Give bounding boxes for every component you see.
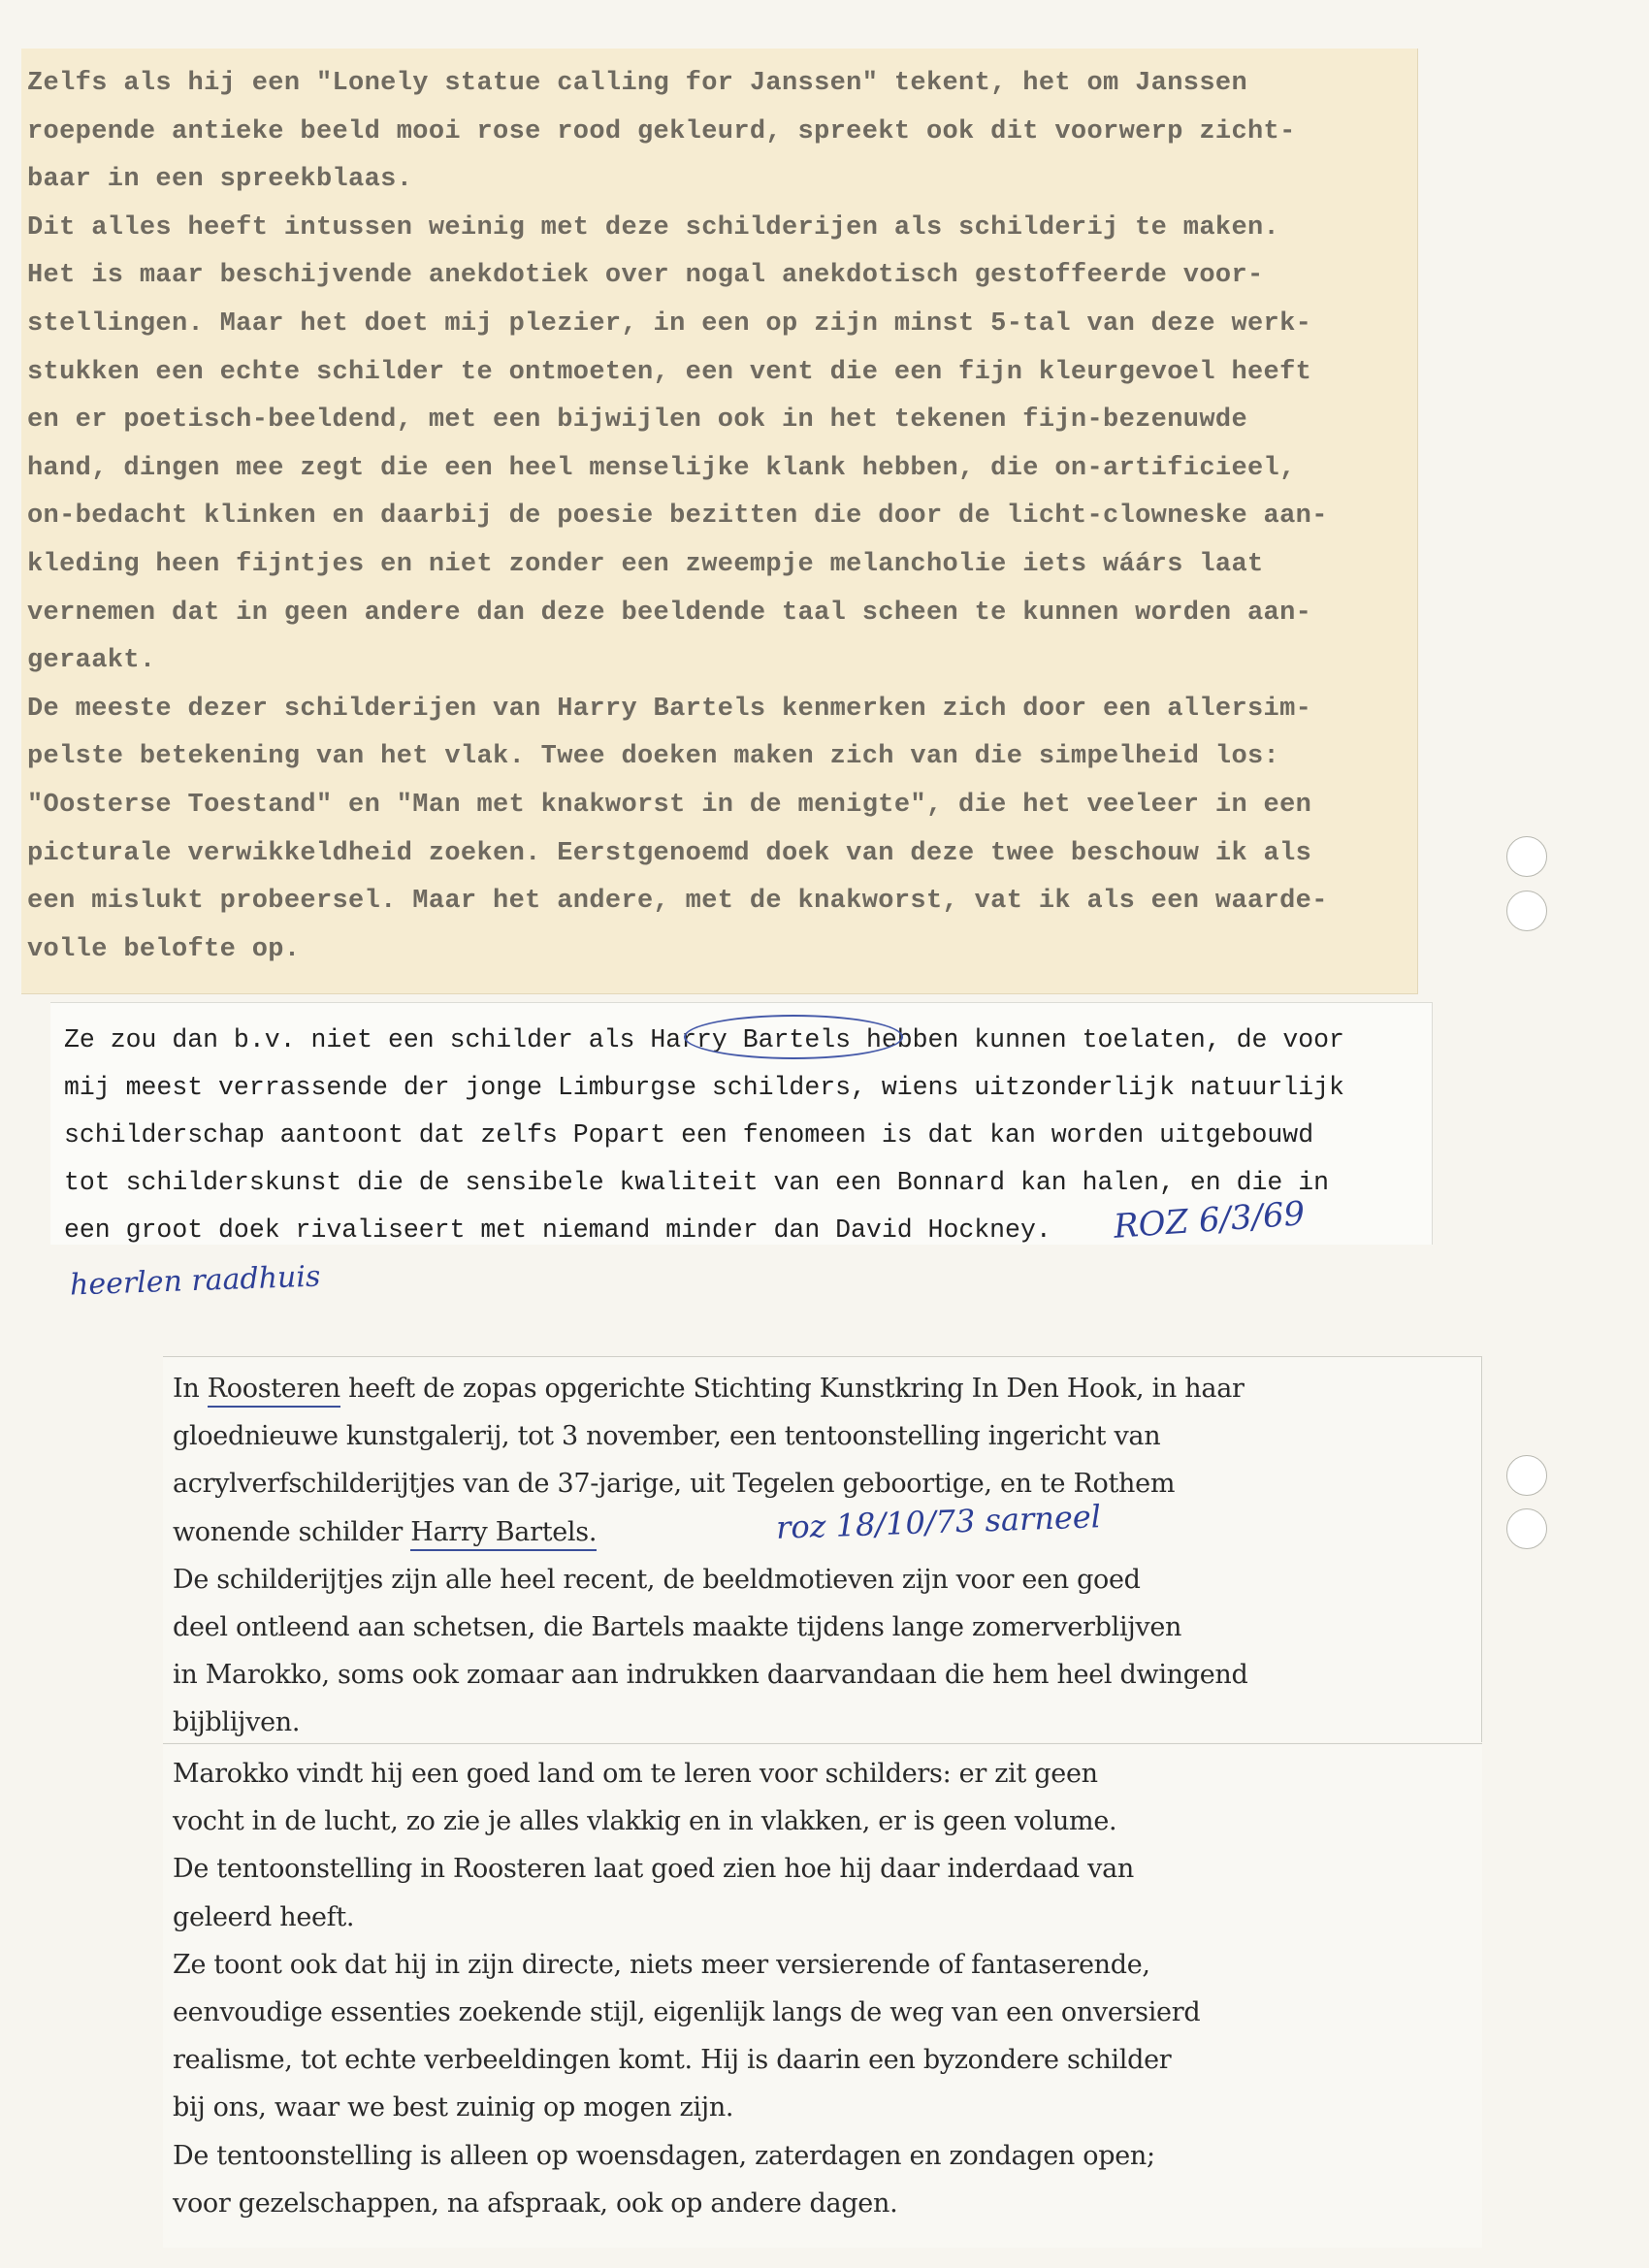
clipping-3-line: deel ontleend aan schetsen, die Bartels maakte tijdens lange zomerverblijven: [173, 1612, 1182, 1643]
clipping-1-line: on-bedacht klinken en daarbij de poesie bezitten die door de licht-clowneske aan-: [27, 502, 1328, 532]
binder-hole: [1506, 1455, 1547, 1496]
clipping-4-line: eenvoudige essenties zoekende stijl, eigenlijk langs de weg van een onversierd: [173, 1997, 1201, 2028]
clipping-4-text: [173, 1750, 1482, 2227]
clipping-4-line: Ze toont ook dat hij in zijn directe, niets meer versierende of fantaserende,: [173, 1949, 1150, 1980]
clipping-3-line: bijblijven.: [173, 1707, 301, 1738]
handwritten-source-note: roz 18/10/73 sarneel: [775, 1498, 1102, 1546]
clipping-3-line: gloednieuwe kunstgalerij, tot 3 november, een tentoonstelling ingericht van: [173, 1421, 1161, 1452]
clipping-1-line: volle belofte op.: [27, 934, 301, 964]
clipping-3-text-a: [173, 1412, 1481, 1507]
clipping-1-text: [27, 60, 1417, 974]
clipping-1-line: pelste betekening van het vlak. Twee doeken maken zich van die simpelheid los:: [27, 742, 1280, 772]
clipping-2-line: mij meest verrassende der jonge Limburgse schilders, wiens uitzonderlijk natuurlijk: [64, 1073, 1344, 1102]
clipping-2-line-end: hebben kunnen toelaten, de voor: [851, 1025, 1344, 1054]
clipping-2-line-start: Ze zou dan b.v. niet een schilder als: [64, 1025, 651, 1054]
clipping-4-line: Marokko vindt hij een goed land om te leren voor schilders: er zit geen: [173, 1759, 1098, 1789]
clipping-1-line: "Oosterse Toestand" en "Man met knakworst in de menigte", die het veeleer in een: [27, 790, 1312, 820]
handwritten-source-note: ROZ 6/3/69: [1112, 1194, 1307, 1247]
clipping-3-line: [173, 1365, 1481, 1412]
clipping-1-line: geraakt.: [27, 646, 156, 676]
clipping-1-line: Het is maar beschijvende anekdotiek over nogal anekdotisch gestoffeerde voor-: [27, 261, 1264, 291]
clipping-1-line: en er poetisch-beeldend, met een bijwijlen ook in het tekenen fijn-bezenuwde: [27, 405, 1247, 436]
clipping-1-line: hand, dingen mee zegt die een heel menselijke klank hebben, die on-artificieel,: [27, 453, 1296, 483]
clipping-4-line: geleerd heeft.: [173, 1901, 355, 1932]
clipping-2-line: schilderschap aantoont dat zelfs Popart een fenomeen is dat kan worden uitgebouwd: [64, 1120, 1314, 1150]
underlined-place: Roosteren: [208, 1374, 340, 1408]
clipping-4-line: bij ons, waar we best zuinig op mogen zijn.: [173, 2092, 734, 2123]
clipping-4-line: voor gezelschappen, na afspraak, ook op andere dagen.: [173, 2187, 898, 2219]
clipping-2-line: tot schilderskunst die de sensibele kwaliteit van een Bonnard kan halen, en die in: [64, 1168, 1330, 1197]
clipping-1-line: kleding heen fijntjes en niet zonder een zweempje melancholie iets wáárs laat: [27, 549, 1264, 579]
clipping-1-line: stukken een echte schilder te ontmoeten, een vent die een fijn kleurgevoel heeft: [27, 357, 1312, 387]
clipping-3-text-b: [173, 1556, 1481, 1747]
handwritten-location-note: heerlen raadhuis: [69, 1259, 321, 1303]
clipping-1-line: een mislukt probeersel. Maar het andere, met de knakworst, vat ik als een waarde-: [27, 887, 1328, 917]
artist-name: Harry Bartels: [650, 1025, 852, 1054]
binder-hole: [1506, 891, 1547, 931]
clipping-1-line: Zelfs als hij een "Lonely statue calling for Janssen" tekent, het om Janssen: [27, 69, 1247, 98]
clipping-4-line: vocht in de lucht, zo zie je alles vlakkig en in vlakken, er is geen volume.: [173, 1806, 1117, 1837]
clipping-1-line: stellingen. Maar het doet mij plezier, in een op zijn minst 5-tal van deze werk-: [27, 308, 1312, 339]
clipping-3-line: acrylverfschilderijtjes van de 37-jarige, uit Tegelen geboortige, en te Rothem: [173, 1469, 1176, 1500]
clipping-1-line: Dit alles heeft intussen weinig met deze schilderijen als schilderij te maken.: [27, 212, 1280, 243]
clipping-4-line: De tentoonstelling is alleen op woensdagen, zaterdagen en zondagen open;: [173, 2140, 1155, 2171]
clipping-1-line: baar in een spreekblaas.: [27, 165, 413, 195]
newspaper-clipping-3: [163, 1356, 1482, 1742]
binder-hole: [1506, 836, 1547, 877]
handwritten-circle-mark: [684, 1015, 903, 1059]
clipping-4-line: De tentoonstelling in Roosteren laat goed zien hoe hij daar inderdaad van: [173, 1854, 1134, 1885]
underlined-artist-name: Harry Bartels.: [410, 1517, 597, 1551]
clipping-3-line-end: heeft de zopas opgerichte Stichting Kunstkring In Den Hook, in haar: [340, 1374, 1245, 1404]
clipping-1-line: roepende antieke beeld mooi rose rood gekleurd, spreekt ook dit voorwerp zicht-: [27, 116, 1296, 146]
newspaper-clipping-4: [163, 1743, 1482, 2248]
clipping-3-line: in Marokko, soms ook zomaar aan indrukken daarvandaan die hem heel dwingend: [173, 1660, 1248, 1691]
clipping-3-line-start: wonende schilder: [173, 1516, 411, 1547]
binder-hole: [1506, 1508, 1547, 1549]
clipping-2-line: een groot doek rivaliseert met niemand minder dan David Hockney.: [64, 1215, 1051, 1245]
clipping-1-line: De meeste dezer schilderijen van Harry Bartels kenmerken zich door een allersim-: [27, 694, 1312, 724]
clipping-4-line: realisme, tot echte verbeeldingen komt. Hij is daarin een byzondere schilder: [173, 2045, 1172, 2076]
clipping-3-line-start: In: [173, 1374, 208, 1404]
clipping-1-line: picturale verwikkeldheid zoeken. Eerstgenoemd doek van deze twee beschouw ik als: [27, 838, 1312, 868]
clipping-1-line: vernemen dat in geen andere dan deze beeldende taal scheen te kunnen worden aan-: [27, 598, 1312, 628]
clipping-3-line: De schilderijtjes zijn alle heel recent, de beeldmotieven zijn voor een goed: [173, 1564, 1141, 1595]
newspaper-clipping-1: [21, 49, 1418, 994]
